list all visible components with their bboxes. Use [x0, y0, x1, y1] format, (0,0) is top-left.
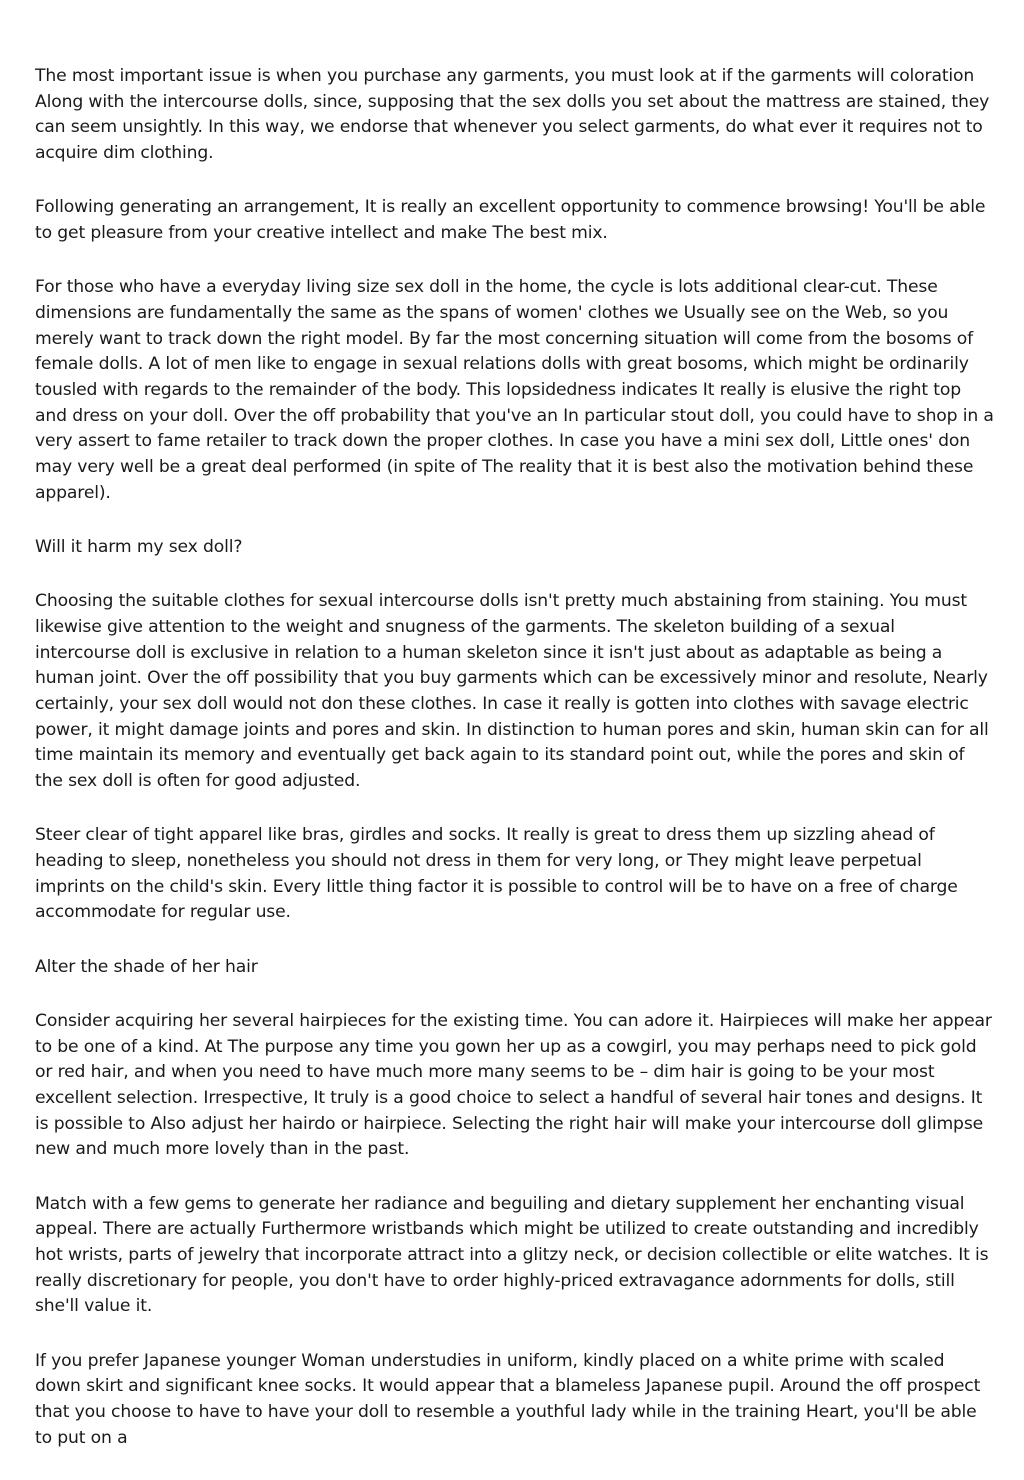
paragraph-hairpieces: Consider acquiring her several hairpieces for the existing time. You can adore it. Hairpieces will make her appear to be one of a kind. At The purpose any time you gown her up as a cowgirl, you may perhaps need to pick gold or red hair, and when you need to have much more many seems to be – dim hair is going to be your most excellent selection. Irrespective, It truly is a good choice to select a handful of several hair tones and designs. It is possible to Also adjust her hairdo or hairpiece. Selecting the right hair will make your intercourse doll glimpse new and much more lovely than in the past. — [35, 1010, 992, 1160]
document-page — [35, 64, 995, 1480]
paragraph-tight-apparel: Steer clear of tight apparel like bras, girdles and socks. It really is great to dress them up sizzling ahead of heading to sleep, nonetheless you should not dress in them for very long, or They might leave perpetual imprints on the child's skin. Every little thing factor it is possible to control will be to have on a free of charge accommodate for regular use. — [35, 825, 958, 923]
paragraph-garment-staining: The most important issue is when you purchase any garments, you must look at if the garments will coloration Along with the intercourse dolls, since, supposing that the sex dolls you set about the mattress are stained, they can seem unsightly. In this way, we endorse that whenever you select garments, do what ever it requires not to acquire dim clothing. — [35, 66, 990, 164]
paragraph-browsing: Following generating an arrangement, It is really an excellent opportunity to commence browsing! You'll be able to get pleasure from your creative intellect and make The best mix. — [35, 197, 986, 244]
paragraph-jewelry: Match with a few gems to generate her radiance and beguiling and dietary supplement her enchanting visual appeal. There are actually Furthermore wristbands which might be utilized to create outstanding and incredibly hot wrists, parts of jewelry that incorporate attract into a glitzy neck, or decision collectible or elite watches. It is really discretionary for people, you don't have to order highly-priced extravagance adornments for dolls, still she'll value it. — [35, 1193, 989, 1317]
subheading-harm: Will it harm my sex doll? — [35, 537, 243, 558]
paragraph-life-size-doll: For those who have a everyday living size sex doll in the home, the cycle is lots additional clear-cut. These dimensions are fundamentally the same as the spans of women' clothes we Usually see on the Web, so you merely want to track down the right model. By far the most concerning situation will come from the bosoms of female dolls. A lot of men like to engage in sexual relations dolls with great bosoms, which might be ordinarily tousled with regards to the remainder of the body. This lopsidedness indicates It really is elusive the right top and dress on your doll. Over the off probability that you've an In particular stout doll, you could have to shop in a very assert to fame retailer to track down the proper clothes. In case you have a mini sex doll, Little ones' don may very well be a great deal performed (in spite of The reality that it is best also the motivation behind these apparel). — [35, 277, 994, 503]
paragraph-uniform: If you prefer Japanese younger Woman understudies in uniform, kindly placed on a white prime with scaled down skirt and significant knee socks. It would appear that a blameless Japanese pupil. Around the off prospect that you choose to have to have your doll to resemble a youthful lady while in the training Heart, you'll be able to put on a — [35, 1350, 981, 1448]
subheading-hair-shade: Alter the shade of her hair — [35, 956, 258, 977]
paragraph-choosing-clothes: Choosing the suitable clothes for sexual intercourse dolls isn't pretty much abstaining from staining. You must likewise give attention to the weight and snugness of the garments. The skeleton building of a sexual intercourse doll is exclusive in relation to a human skeleton since it isn't just about as adaptable as being a human joint. Over the off possibility that you buy garments which can be excessively minor and resolute, Nearly certainly, your sex doll would not don these clothes. In case it really is gotten into clothes with savage electric power, it might damage joints and pores and skin. In distinction to human pores and skin, human skin can for all time maintain its memory and eventually get back again to its standard point out, while the pores and skin of the sex doll is often for good adjusted. — [35, 591, 989, 792]
